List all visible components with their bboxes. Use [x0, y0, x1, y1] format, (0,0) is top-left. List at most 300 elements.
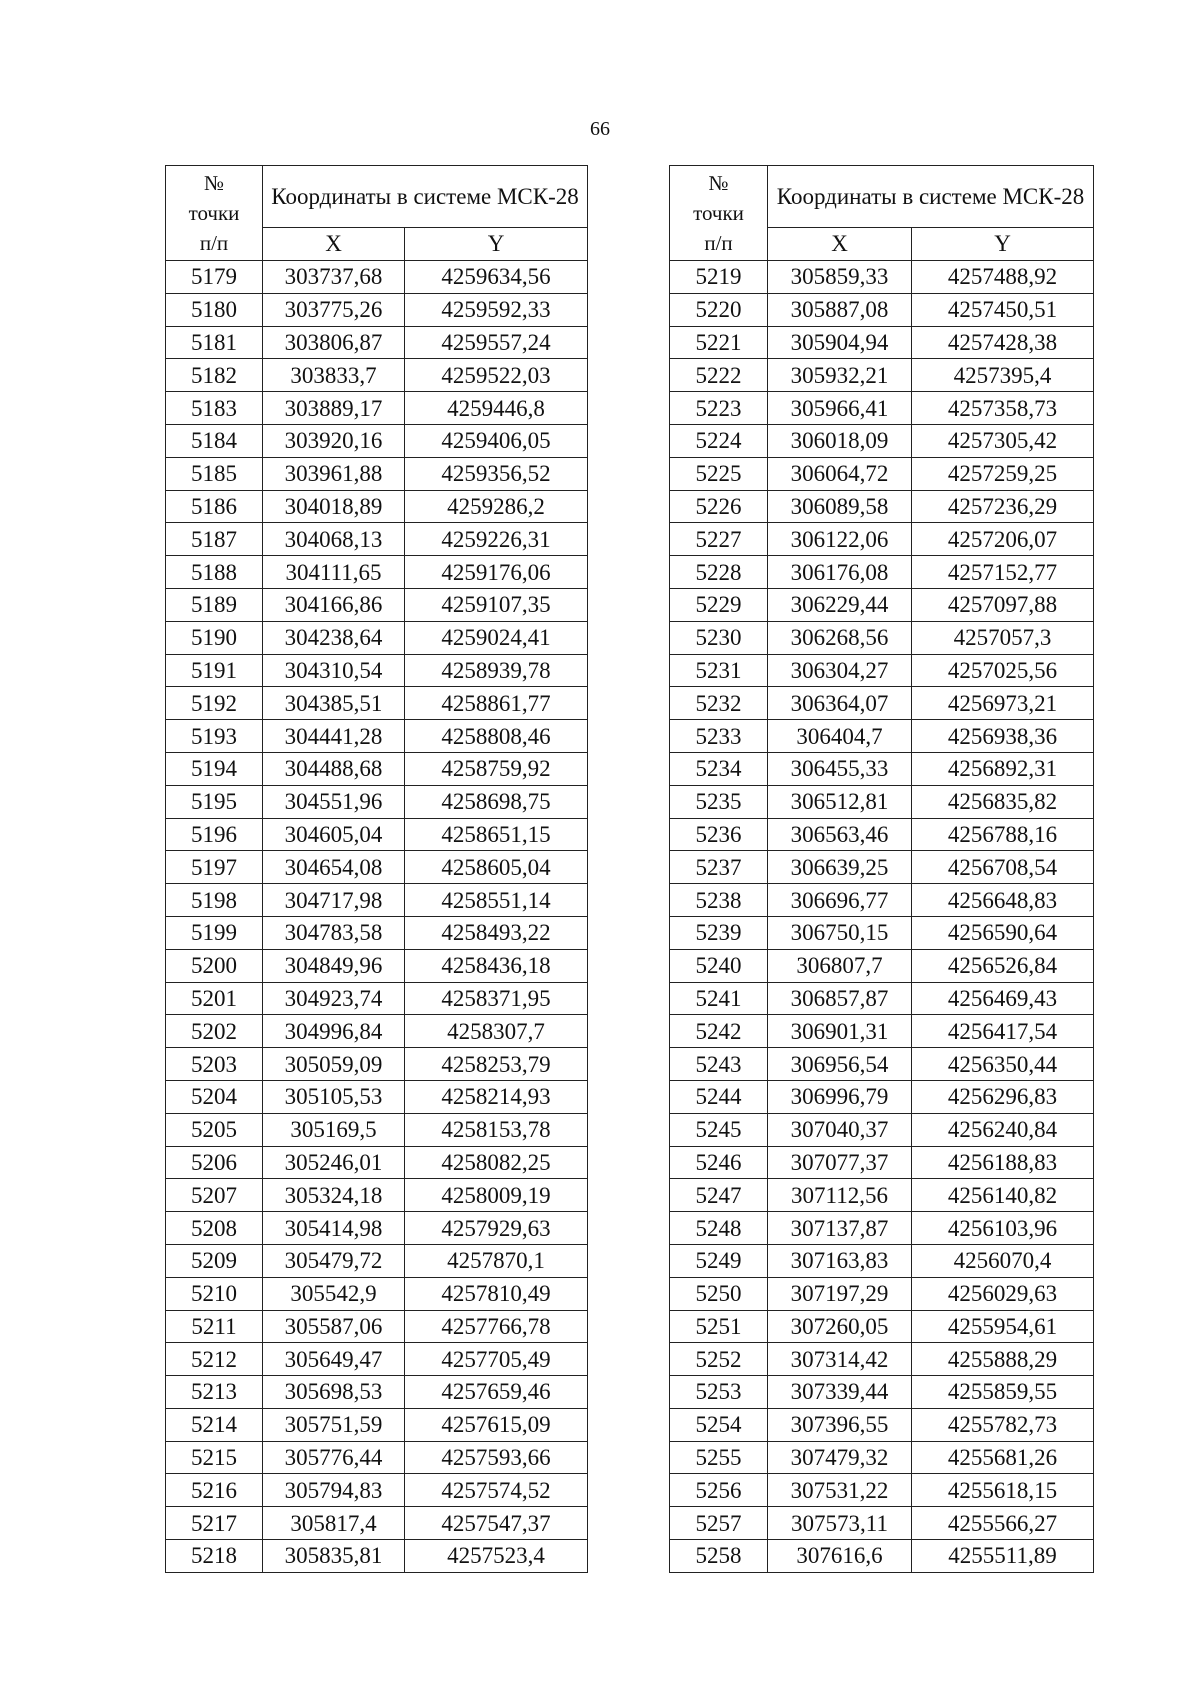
- y-coordinate-cell: 4257358,73: [912, 392, 1094, 425]
- table-row: [166, 1408, 588, 1441]
- point-number-cell: 5197: [166, 851, 263, 884]
- point-number-cell: 5205: [166, 1113, 263, 1146]
- x-coordinate-cell: 304996,84: [263, 1015, 405, 1048]
- point-number-cell: 5243: [670, 1048, 768, 1081]
- x-coordinate-cell: 305904,94: [768, 326, 912, 359]
- y-coordinate-cell: 4256070,4: [912, 1244, 1094, 1277]
- coordinates-header: Координаты в системе МСК-28: [263, 166, 588, 228]
- table-row: [166, 1015, 588, 1048]
- y-coordinate-cell: 4258253,79: [405, 1048, 588, 1081]
- table-row: [670, 1048, 1094, 1081]
- x-coordinate-cell: 304717,98: [263, 884, 405, 917]
- y-coordinate-cell: 4258759,92: [405, 752, 588, 785]
- point-number-cell: 5198: [166, 884, 263, 917]
- y-coordinate-cell: 4256188,83: [912, 1146, 1094, 1179]
- point-number-cell: 5181: [166, 326, 263, 359]
- table-row: [670, 1408, 1094, 1441]
- x-coordinate-cell: 304654,08: [263, 851, 405, 884]
- x-coordinate-cell: 305479,72: [263, 1244, 405, 1277]
- table-row: [670, 818, 1094, 851]
- y-coordinate-cell: 4259634,56: [405, 261, 588, 294]
- table-row: [166, 851, 588, 884]
- point-number-cell: 5240: [670, 949, 768, 982]
- y-coordinate-cell: 4257488,92: [912, 261, 1094, 294]
- y-coordinate-cell: 4256648,83: [912, 884, 1094, 917]
- x-coordinate-cell: 307573,11: [768, 1507, 912, 1540]
- y-coordinate-cell: 4255782,73: [912, 1408, 1094, 1441]
- y-coordinate-cell: 4257305,42: [912, 424, 1094, 457]
- y-coordinate-cell: 4257766,78: [405, 1310, 588, 1343]
- table-row: [166, 1474, 588, 1507]
- y-column-header: Y: [912, 227, 1094, 260]
- table-row: [166, 1048, 588, 1081]
- y-coordinate-cell: 4256140,82: [912, 1179, 1094, 1212]
- y-coordinate-cell: 4258436,18: [405, 949, 588, 982]
- y-coordinate-cell: 4256590,64: [912, 916, 1094, 949]
- x-coordinate-cell: 303775,26: [263, 293, 405, 326]
- point-number-cell: 5210: [166, 1277, 263, 1310]
- point-number-cell: 5228: [670, 556, 768, 589]
- point-number-cell: 5200: [166, 949, 263, 982]
- x-coordinate-cell: 306563,46: [768, 818, 912, 851]
- point-number-cell: 5180: [166, 293, 263, 326]
- page-number: 66: [590, 118, 610, 140]
- x-coordinate-cell: 306018,09: [768, 424, 912, 457]
- x-coordinate-cell: 305169,5: [263, 1113, 405, 1146]
- point-number-cell: 5219: [670, 261, 768, 294]
- table-row: [670, 720, 1094, 753]
- y-coordinate-cell: 4258605,04: [405, 851, 588, 884]
- y-coordinate-cell: 4258009,19: [405, 1179, 588, 1212]
- point-number-cell: 5196: [166, 818, 263, 851]
- point-number-cell: 5193: [166, 720, 263, 753]
- point-number-cell: 5242: [670, 1015, 768, 1048]
- x-coordinate-cell: 305835,81: [263, 1540, 405, 1573]
- table-row: [166, 1441, 588, 1474]
- y-column-header: Y: [405, 227, 588, 260]
- point-number-cell: 5187: [166, 523, 263, 556]
- table-row: [670, 392, 1094, 425]
- x-coordinate-cell: 306268,56: [768, 621, 912, 654]
- x-column-header: X: [768, 227, 912, 260]
- table-row: [670, 752, 1094, 785]
- table-row: [670, 949, 1094, 982]
- x-coordinate-cell: 304441,28: [263, 720, 405, 753]
- number-sign: №: [203, 171, 225, 195]
- table-row: [670, 523, 1094, 556]
- x-coordinate-cell: 305587,06: [263, 1310, 405, 1343]
- point-number-cell: 5246: [670, 1146, 768, 1179]
- y-coordinate-cell: 4256417,54: [912, 1015, 1094, 1048]
- table-row: [166, 982, 588, 1015]
- table-row: [166, 1212, 588, 1245]
- table-row: [670, 1146, 1094, 1179]
- point-number-cell: 5229: [670, 588, 768, 621]
- table-row: [166, 523, 588, 556]
- point-number-cell: 5207: [166, 1179, 263, 1212]
- x-coordinate-cell: 307112,56: [768, 1179, 912, 1212]
- point-number-cell: 5218: [166, 1540, 263, 1573]
- y-coordinate-cell: 4259356,52: [405, 457, 588, 490]
- table-row: [670, 1113, 1094, 1146]
- table-row: [166, 359, 588, 392]
- table-row: [670, 1277, 1094, 1310]
- point-number-cell: 5234: [670, 752, 768, 785]
- point-number-cell: 5247: [670, 1179, 768, 1212]
- point-number-cell: 5188: [166, 556, 263, 589]
- coordinates-table-left: [165, 165, 588, 1573]
- y-coordinate-cell: 4255954,61: [912, 1310, 1094, 1343]
- table-body-left: [166, 261, 588, 1573]
- point-number-cell: 5220: [670, 293, 768, 326]
- point-label: точки: [188, 201, 240, 225]
- x-coordinate-cell: 304238,64: [263, 621, 405, 654]
- y-coordinate-cell: 4258493,22: [405, 916, 588, 949]
- x-coordinate-cell: 306122,06: [768, 523, 912, 556]
- table-row: [670, 293, 1094, 326]
- table-row: [166, 1179, 588, 1212]
- table-row: [166, 1507, 588, 1540]
- x-column-header: X: [263, 227, 405, 260]
- y-coordinate-cell: 4257259,25: [912, 457, 1094, 490]
- y-coordinate-cell: 4258371,95: [405, 982, 588, 1015]
- table-row: [166, 1310, 588, 1343]
- point-number-cell: 5183: [166, 392, 263, 425]
- x-coordinate-cell: 306807,7: [768, 949, 912, 982]
- point-number-cell: 5233: [670, 720, 768, 753]
- point-number-cell: 5215: [166, 1441, 263, 1474]
- table-row: [166, 326, 588, 359]
- x-coordinate-cell: 303833,7: [263, 359, 405, 392]
- point-number-cell: 5192: [166, 687, 263, 720]
- table-row: [670, 1540, 1094, 1573]
- table-row: [166, 588, 588, 621]
- x-coordinate-cell: 307531,22: [768, 1474, 912, 1507]
- table-row: [166, 490, 588, 523]
- x-coordinate-cell: 306404,7: [768, 720, 912, 753]
- y-coordinate-cell: 4257929,63: [405, 1212, 588, 1245]
- table-row: [166, 1540, 588, 1573]
- x-coordinate-cell: 305059,09: [263, 1048, 405, 1081]
- x-coordinate-cell: 306956,54: [768, 1048, 912, 1081]
- x-coordinate-cell: 305859,33: [768, 261, 912, 294]
- table-row: [670, 654, 1094, 687]
- y-coordinate-cell: 4257450,51: [912, 293, 1094, 326]
- y-coordinate-cell: 4256973,21: [912, 687, 1094, 720]
- y-coordinate-cell: 4257206,07: [912, 523, 1094, 556]
- point-number-cell: 5251: [670, 1310, 768, 1343]
- y-coordinate-cell: 4258939,78: [405, 654, 588, 687]
- table-row: [166, 916, 588, 949]
- table-row: [670, 1474, 1094, 1507]
- table-row: [670, 785, 1094, 818]
- y-coordinate-cell: 4257236,29: [912, 490, 1094, 523]
- point-number-cell: 5245: [670, 1113, 768, 1146]
- point-number-cell: 5179: [166, 261, 263, 294]
- table-row: [670, 1310, 1094, 1343]
- table-row: [166, 1376, 588, 1409]
- point-number-cell: 5256: [670, 1474, 768, 1507]
- y-coordinate-cell: 4257057,3: [912, 621, 1094, 654]
- table-row: [670, 1376, 1094, 1409]
- x-coordinate-cell: 304923,74: [263, 982, 405, 1015]
- y-coordinate-cell: 4257025,56: [912, 654, 1094, 687]
- y-coordinate-cell: 4257593,66: [405, 1441, 588, 1474]
- point-number-cell: 5254: [670, 1408, 768, 1441]
- x-coordinate-cell: 306750,15: [768, 916, 912, 949]
- y-coordinate-cell: 4259226,31: [405, 523, 588, 556]
- point-number-cell: 5203: [166, 1048, 263, 1081]
- table-row: [670, 1015, 1094, 1048]
- x-coordinate-cell: 307163,83: [768, 1244, 912, 1277]
- y-coordinate-cell: 4259446,8: [405, 392, 588, 425]
- table-body-right: [670, 261, 1094, 1573]
- point-number-cell: 5252: [670, 1343, 768, 1376]
- x-coordinate-cell: 307396,55: [768, 1408, 912, 1441]
- point-number-cell: 5208: [166, 1212, 263, 1245]
- x-coordinate-cell: 305324,18: [263, 1179, 405, 1212]
- point-label: точки: [693, 201, 744, 225]
- ordinal-label: п/п: [199, 231, 229, 255]
- point-number-cell: 5222: [670, 359, 768, 392]
- table-row: [166, 1343, 588, 1376]
- point-number-cell: 5244: [670, 1080, 768, 1113]
- y-coordinate-cell: 4259557,24: [405, 326, 588, 359]
- y-coordinate-cell: 4259522,03: [405, 359, 588, 392]
- x-coordinate-cell: 305542,9: [263, 1277, 405, 1310]
- table-row: [670, 621, 1094, 654]
- y-coordinate-cell: 4258082,25: [405, 1146, 588, 1179]
- point-number-cell: 5230: [670, 621, 768, 654]
- point-number-cell: 5227: [670, 523, 768, 556]
- point-number-cell: 5253: [670, 1376, 768, 1409]
- y-coordinate-cell: 4257574,52: [405, 1474, 588, 1507]
- point-number-cell: 5231: [670, 654, 768, 687]
- coordinates-header: Координаты в системе МСК-28: [768, 166, 1094, 228]
- point-number-cell: 5258: [670, 1540, 768, 1573]
- y-coordinate-cell: 4259406,05: [405, 424, 588, 457]
- table-row: [670, 1212, 1094, 1245]
- table-row: [166, 556, 588, 589]
- y-coordinate-cell: 4255511,89: [912, 1540, 1094, 1573]
- y-coordinate-cell: 4259024,41: [405, 621, 588, 654]
- y-coordinate-cell: 4257395,4: [912, 359, 1094, 392]
- x-coordinate-cell: 303889,17: [263, 392, 405, 425]
- table-row: [166, 293, 588, 326]
- table-row: [166, 818, 588, 851]
- x-coordinate-cell: 305751,59: [263, 1408, 405, 1441]
- point-number-cell: 5191: [166, 654, 263, 687]
- point-number-cell: 5201: [166, 982, 263, 1015]
- x-coordinate-cell: 307137,87: [768, 1212, 912, 1245]
- x-coordinate-cell: 306089,58: [768, 490, 912, 523]
- y-coordinate-cell: 4256029,63: [912, 1277, 1094, 1310]
- x-coordinate-cell: 306696,77: [768, 884, 912, 917]
- y-coordinate-cell: 4257152,77: [912, 556, 1094, 589]
- y-coordinate-cell: 4256708,54: [912, 851, 1094, 884]
- x-coordinate-cell: 307197,29: [768, 1277, 912, 1310]
- point-number-cell: 5214: [166, 1408, 263, 1441]
- point-number-cell: 5202: [166, 1015, 263, 1048]
- table-row: [670, 1507, 1094, 1540]
- table-row: [670, 916, 1094, 949]
- point-number-cell: 5185: [166, 457, 263, 490]
- x-coordinate-cell: 304111,65: [263, 556, 405, 589]
- x-coordinate-cell: 307339,44: [768, 1376, 912, 1409]
- x-coordinate-cell: 303737,68: [263, 261, 405, 294]
- number-sign: №: [708, 171, 729, 195]
- point-number-cell: 5237: [670, 851, 768, 884]
- point-number-cell: 5255: [670, 1441, 768, 1474]
- x-coordinate-cell: 307260,05: [768, 1310, 912, 1343]
- x-coordinate-cell: 305649,47: [263, 1343, 405, 1376]
- table-row: [670, 1179, 1094, 1212]
- x-coordinate-cell: 304166,86: [263, 588, 405, 621]
- x-coordinate-cell: 304783,58: [263, 916, 405, 949]
- table-row: [166, 720, 588, 753]
- x-coordinate-cell: 306512,81: [768, 785, 912, 818]
- y-coordinate-cell: 4258808,46: [405, 720, 588, 753]
- y-coordinate-cell: 4256526,84: [912, 949, 1094, 982]
- x-coordinate-cell: 303806,87: [263, 326, 405, 359]
- table-row: [166, 687, 588, 720]
- table-row: [166, 1244, 588, 1277]
- table-row: [670, 261, 1094, 294]
- y-coordinate-cell: 4257523,4: [405, 1540, 588, 1573]
- y-coordinate-cell: 4257615,09: [405, 1408, 588, 1441]
- y-coordinate-cell: 4258214,93: [405, 1080, 588, 1113]
- y-coordinate-cell: 4258651,15: [405, 818, 588, 851]
- x-coordinate-cell: 306364,07: [768, 687, 912, 720]
- x-coordinate-cell: 305246,01: [263, 1146, 405, 1179]
- point-number-cell: 5249: [670, 1244, 768, 1277]
- x-coordinate-cell: 305887,08: [768, 293, 912, 326]
- x-coordinate-cell: 303961,88: [263, 457, 405, 490]
- table-row: [670, 1080, 1094, 1113]
- table-row: [166, 457, 588, 490]
- x-coordinate-cell: 305794,83: [263, 1474, 405, 1507]
- point-number-cell: 5199: [166, 916, 263, 949]
- table-row: [670, 1343, 1094, 1376]
- y-coordinate-cell: 4258307,7: [405, 1015, 588, 1048]
- x-coordinate-cell: 307040,37: [768, 1113, 912, 1146]
- table-row: [166, 1277, 588, 1310]
- point-number-cell: 5232: [670, 687, 768, 720]
- y-coordinate-cell: 4256892,31: [912, 752, 1094, 785]
- point-number-cell: 5189: [166, 588, 263, 621]
- x-coordinate-cell: 307077,37: [768, 1146, 912, 1179]
- table-row: [670, 359, 1094, 392]
- ordinal-label: п/п: [704, 231, 733, 255]
- x-coordinate-cell: 306901,31: [768, 1015, 912, 1048]
- coordinates-table-right: [669, 165, 1094, 1573]
- point-number-cell: 5190: [166, 621, 263, 654]
- y-coordinate-cell: 4259176,06: [405, 556, 588, 589]
- table-row: [166, 884, 588, 917]
- x-coordinate-cell: 305817,4: [263, 1507, 405, 1540]
- point-number-cell: 5235: [670, 785, 768, 818]
- y-coordinate-cell: 4256103,96: [912, 1212, 1094, 1245]
- table-row: [670, 851, 1094, 884]
- y-coordinate-cell: 4255618,15: [912, 1474, 1094, 1507]
- y-coordinate-cell: 4257870,1: [405, 1244, 588, 1277]
- y-coordinate-cell: 4259592,33: [405, 293, 588, 326]
- y-coordinate-cell: 4255859,55: [912, 1376, 1094, 1409]
- x-coordinate-cell: 304310,54: [263, 654, 405, 687]
- x-coordinate-cell: 306857,87: [768, 982, 912, 1015]
- y-coordinate-cell: 4257659,46: [405, 1376, 588, 1409]
- x-coordinate-cell: 305698,53: [263, 1376, 405, 1409]
- table-row: [166, 392, 588, 425]
- y-coordinate-cell: 4256788,16: [912, 818, 1094, 851]
- table-row: [670, 1441, 1094, 1474]
- point-number-cell: 5223: [670, 392, 768, 425]
- y-coordinate-cell: 4258698,75: [405, 785, 588, 818]
- table-row: [670, 490, 1094, 523]
- y-coordinate-cell: 4255888,29: [912, 1343, 1094, 1376]
- y-coordinate-cell: 4256296,83: [912, 1080, 1094, 1113]
- point-number-cell: 5226: [670, 490, 768, 523]
- x-coordinate-cell: 304605,04: [263, 818, 405, 851]
- y-coordinate-cell: 4257810,49: [405, 1277, 588, 1310]
- table-row: [670, 687, 1094, 720]
- x-coordinate-cell: 307314,42: [768, 1343, 912, 1376]
- x-coordinate-cell: 305414,98: [263, 1212, 405, 1245]
- y-coordinate-cell: 4256350,44: [912, 1048, 1094, 1081]
- point-number-cell: 5182: [166, 359, 263, 392]
- x-coordinate-cell: 304488,68: [263, 752, 405, 785]
- point-number-cell: 5216: [166, 1474, 263, 1507]
- table-row: [166, 261, 588, 294]
- x-coordinate-cell: 303920,16: [263, 424, 405, 457]
- x-coordinate-cell: 306229,44: [768, 588, 912, 621]
- x-coordinate-cell: 307479,32: [768, 1441, 912, 1474]
- point-number-cell: 5217: [166, 1507, 263, 1540]
- table-row: [670, 982, 1094, 1015]
- y-coordinate-cell: 4257428,38: [912, 326, 1094, 359]
- x-coordinate-cell: 306304,27: [768, 654, 912, 687]
- x-coordinate-cell: 305966,41: [768, 392, 912, 425]
- point-number-cell: 5225: [670, 457, 768, 490]
- point-number-cell: 5250: [670, 1277, 768, 1310]
- table-row: [166, 949, 588, 982]
- table-row: [670, 1244, 1094, 1277]
- x-coordinate-cell: 305776,44: [263, 1441, 405, 1474]
- table-row: [670, 326, 1094, 359]
- y-coordinate-cell: 4255566,27: [912, 1507, 1094, 1540]
- table-row: [670, 457, 1094, 490]
- x-coordinate-cell: 307616,6: [768, 1540, 912, 1573]
- table-row: [166, 621, 588, 654]
- y-coordinate-cell: 4258861,77: [405, 687, 588, 720]
- point-number-cell: 5194: [166, 752, 263, 785]
- table-row: [166, 1113, 588, 1146]
- table-row: [670, 884, 1094, 917]
- table-row: [166, 752, 588, 785]
- y-coordinate-cell: 4256469,43: [912, 982, 1094, 1015]
- point-number-cell: 5212: [166, 1343, 263, 1376]
- x-coordinate-cell: 306064,72: [768, 457, 912, 490]
- table-row: [670, 424, 1094, 457]
- x-coordinate-cell: 306996,79: [768, 1080, 912, 1113]
- point-number-cell: 5213: [166, 1376, 263, 1409]
- point-number-cell: 5211: [166, 1310, 263, 1343]
- point-number-header: [166, 166, 263, 261]
- point-number-cell: 5224: [670, 424, 768, 457]
- table-row: [670, 556, 1094, 589]
- x-coordinate-cell: 304068,13: [263, 523, 405, 556]
- point-number-cell: 5241: [670, 982, 768, 1015]
